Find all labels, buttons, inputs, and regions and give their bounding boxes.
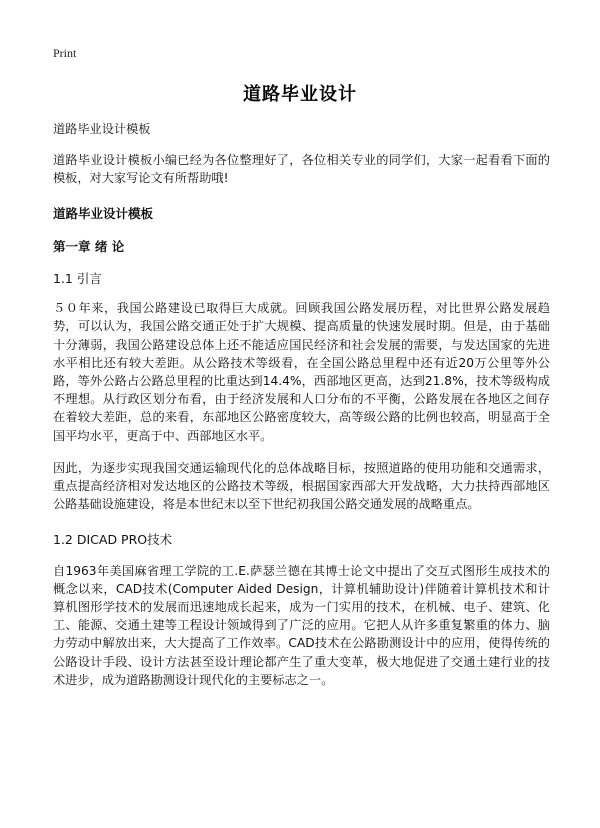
section-1-1-heading: 1.1 引言 — [53, 271, 102, 287]
document-subtitle: 道路毕业设计模板 — [53, 122, 151, 136]
section-1-2-heading: 1.2 DICAD PRO技术 — [53, 532, 173, 548]
document-title: 道路毕业设计 — [243, 84, 357, 105]
section-1-2-paragraph-1: 自1963年美国麻省理工学院的工.E.萨瑟兰德在其博士论文中提出了交互式图形生成技术的概念以来，CAD技术(Computer Aided Design，计算机辅助设计)伴随着计算机技术和计算机图形学技术的发展而迅速地成长起来，成为一门实用的技术，在机械、电子、建筑、化工、能源、交通土建等工程设计领域得到了广泛的应用。它把人从许多重复繁重的体力、脑力劳动中解放出来，大大提高了工作效率。CAD技术在公路勘测设计中的应用，使得传统的公路设计手段、设计方法甚至设计理论都产生了重大变革，极大地促进了交通土建行业的技术进步，成为道路勘测设计现代化的主要标志之一。 — [53, 563, 550, 687]
section-1-1-paragraph-1: ５０年来，我国公路建设已取得巨大成就。回顾我国公路发展历程，对比世界公路发展趋势，可以认为，我国公路交通正处于扩大规模、提高质量的快速发展时期。但是，由于基础十分薄弱，我国公路建设总体上还不能适应国民经济和社会发展的需要，与发达国家的先进水平相比还有较大差距。从公路技术等级看，在全国公路总里程中还有近20万公里等外公路，等外公路占公路总里程的比重达到14.4%，西部地区更高，达到21.8%，技术等级构成不理想。从行政区划分布看，由于经济发展和人口分布的不平衡，公路发展在各地区之间存在着较大差距，总的来看，东部地区公路密度较大，高等级公路的比例也较高，明显高于全国平均水平，更高于中、西部地区水平。 — [53, 301, 550, 443]
print-label: Print — [53, 46, 77, 60]
document-body — [53, 120, 550, 689]
section-heading: 道路毕业设计模板 — [53, 205, 154, 221]
intro-paragraph: 道路毕业设计模板小编已经为各位整理好了，各位相关专业的同学们，大家一起看看下面的模板，对大家写论文有所帮助哦! — [53, 153, 550, 186]
section-1-1-paragraph-2: 因此，为逐步实现我国交通运输现代化的总体战略目标，按照道路的使用功能和交通需求，重点提高经济相对发达地区的公路技术等级，根据国家西部大开发战略，大力扶持西部地区公路基础设施建设，将是本世纪末以至下世纪初我国公路交通发展的战略重点。 — [53, 460, 550, 512]
chapter-heading: 第一章 绪 论 — [53, 238, 125, 254]
